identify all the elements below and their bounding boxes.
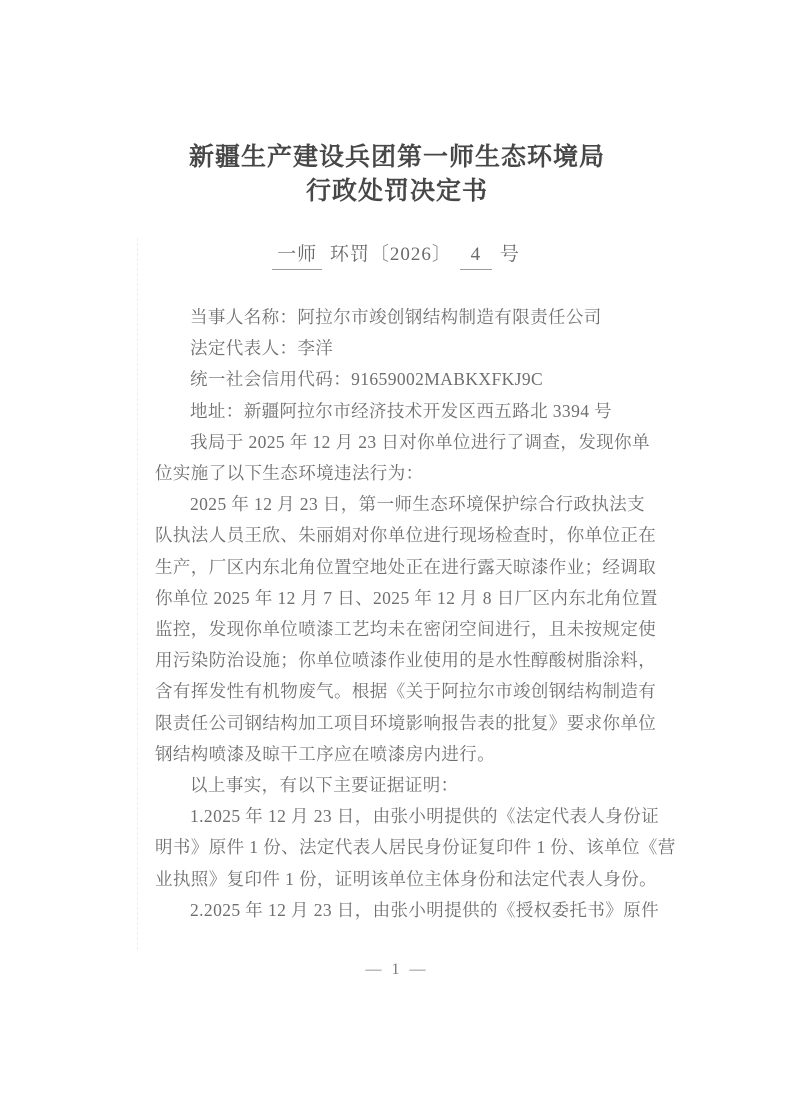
body-line: 2.2025 年 12 月 23 日，由张小明提供的《授权委托书》原件 [190,899,659,920]
body-line: 限责任公司钢结构加工项目环境影响报告表的批复》要求你单位 [155,712,657,733]
body-line: 含有挥发性有机物废气。根据《关于阿拉尔市竣创钢结构制造有 [155,681,657,702]
doc-number-line [0,241,794,270]
body-line: 地址：新疆阿拉尔市经济技术开发区西五路北 3394 号 [190,400,613,421]
doc-number-serial: 4 [460,241,493,270]
body-line: 1.2025 年 12 月 23 日，由张小明提供的《法定代表人身份证 [190,806,659,827]
body-line: 你单位 2025 年 12 月 7 日、2025 年 12 月 8 日厂区内东北角位置 [155,587,658,608]
doc-number-issuer: 一师 [272,241,322,270]
body-line: 2025 年 12 月 23 日，第一师生态环境保护综合行政执法支 [190,494,646,515]
body-text [155,302,676,926]
body-line: 明书》原件 1 份、法定代表人居民身份证复印件 1 份、该单位《营 [155,837,676,858]
body-line: 用污染防治设施；你单位喷漆作业使用的是水性醇酸树脂涂料， [155,650,657,671]
body-line: 生产，厂区内东北角位置空地处正在进行露天晾漆作业；经调取 [155,556,657,577]
body-line: 我局于 2025 年 12 月 23 日对你单位进行了调查，发现你单 [190,431,650,452]
body-line: 统一社会信用代码：91659002MABKXFKJ9C [190,369,544,390]
document-title-line2: 行政处罚决定书 [305,178,488,205]
document-title [0,0,794,209]
body-line: 位实施了以下生态环境违法行为： [155,463,424,484]
body-line: 钢结构喷漆及晾干工序应在喷漆房内进行。 [155,743,496,764]
body-line: 队执法人员王欣、朱丽娟对你单位进行现场检查时，你单位正在 [155,525,657,546]
doc-number-suffix: 号 [499,244,520,265]
body-line: 业执照》复印件 1 份，证明该单位主体身份和法定代表人身份。 [155,868,657,889]
body-line: 以上事实，有以下主要证据证明： [190,775,459,796]
body-line: 法定代表人：李洋 [190,338,334,359]
body-line: 当事人名称：阿拉尔市竣创钢结构制造有限责任公司 [190,307,602,327]
scan-artifact-line [137,238,138,950]
document-title-line1: 新疆生产建设兵团第一师生态环境局 [188,144,605,171]
body-line: 监控，发现你单位喷漆工艺均未在密闭空间进行，且未按规定使 [155,619,657,640]
doc-number-category-year: 环罚〔2026〕 [329,244,452,265]
page-number: — 1 — [365,961,429,978]
